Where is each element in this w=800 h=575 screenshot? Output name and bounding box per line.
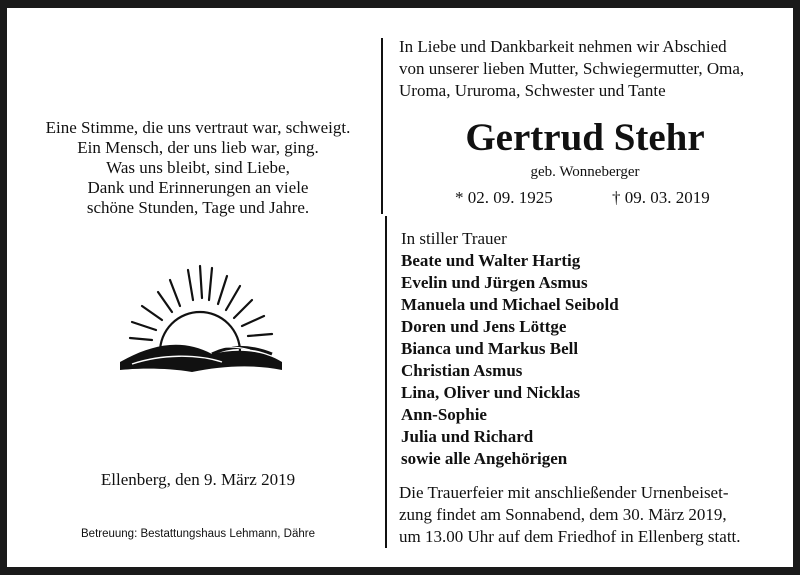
vertical-divider-bottom [385, 216, 387, 548]
poem-line: Eine Stimme, die uns vertraut war, schweigt. [45, 118, 351, 137]
mourners-list [401, 228, 787, 470]
mourning-label: In stiller Trauer [401, 229, 507, 248]
service-line: Die Trauerfeier mit anschließender Urnenbeiset- [399, 483, 729, 502]
undertaker-credit: Betreuung: Bestattungshaus Lehmann, Dähre [81, 528, 315, 540]
service-line: um 13.00 Uhr auf dem Friedhof in Ellenberg statt. [399, 527, 741, 546]
death-date: † 09. 03. 2019 [612, 188, 710, 207]
intro-line: Uroma, Ururoma, Schwester und Tante [399, 81, 666, 100]
mourner: sowie alle Angehörigen [401, 449, 568, 468]
sunset-over-hills-icon [112, 258, 292, 383]
service-line: zung findet am Sonnabend, dem 30. März 2019, [399, 505, 727, 524]
deceased-name: Gertrud Stehr [465, 116, 705, 159]
birth-name: geb. Wonneberger [530, 164, 640, 180]
mourner: Julia und Richard [401, 427, 534, 446]
mourner: Lina, Oliver und Nicklas [401, 383, 581, 402]
poem-line: Dank und Erinnerungen an viele [87, 178, 309, 197]
mourner: Beate und Walter Hartig [401, 251, 581, 270]
mourner: Ann-Sophie [401, 405, 487, 424]
birth-date: * 02. 09. 1925 [455, 188, 553, 207]
mourner: Bianca und Markus Bell [401, 339, 579, 358]
intro-text [399, 36, 787, 102]
mourner: Doren und Jens Löttge [401, 317, 567, 336]
place-date: Ellenberg, den 9. März 2019 [100, 470, 296, 489]
mourner: Manuela und Michael Seibold [401, 295, 619, 314]
mourner: Christian Asmus [401, 361, 523, 380]
poem-line: schöne Stunden, Tage und Jahre. [86, 198, 310, 217]
intro-line: In Liebe und Dankbarkeit nehmen wir Abschied [399, 37, 727, 56]
obituary-card [7, 8, 793, 567]
poem-line: Was uns bleibt, sind Liebe, [106, 158, 290, 177]
poem-line: Ein Mensch, der uns lieb war, ging. [77, 138, 319, 157]
poem [27, 118, 369, 218]
mourner: Evelin und Jürgen Asmus [401, 273, 588, 292]
vertical-divider-top [381, 38, 383, 214]
funeral-service-info [399, 482, 787, 548]
intro-line: von unserer lieben Mutter, Schwiegermutter, Oma, [399, 59, 745, 78]
